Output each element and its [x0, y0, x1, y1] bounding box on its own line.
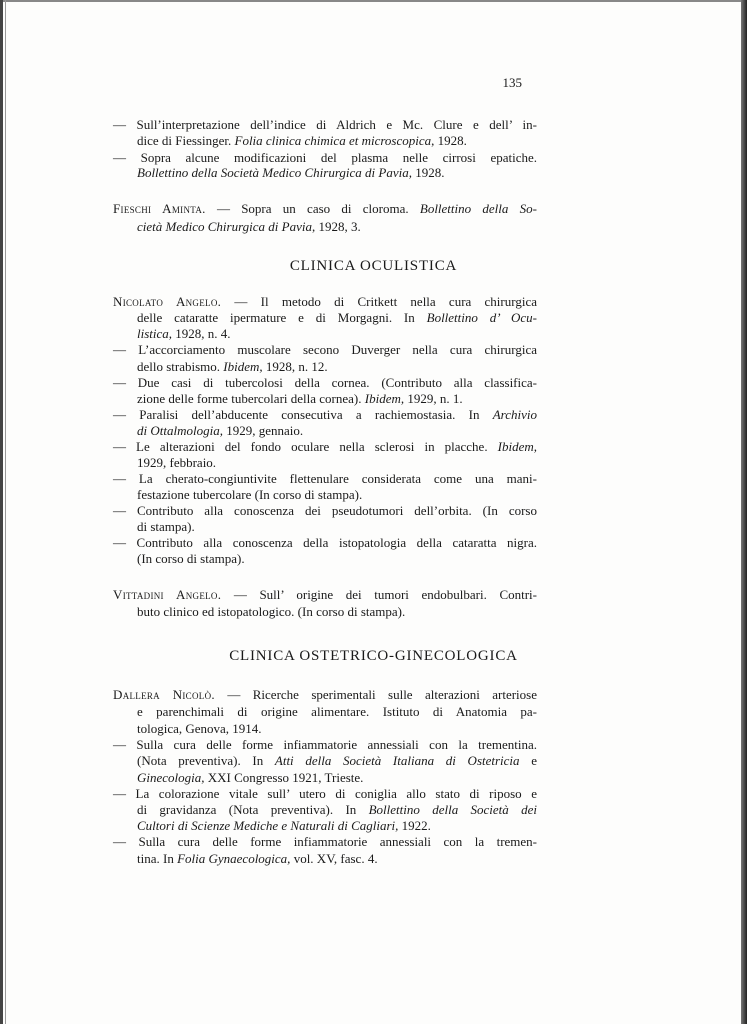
text-segment: , 1928.	[431, 133, 467, 148]
text-segment: — Il metodo di Critkett nella cura chirurgica	[221, 294, 537, 309]
text-segment: — Sull’ origine dei tumori endobulbari. Contri-	[221, 587, 537, 602]
author-name: Vittadini Angelo.	[113, 587, 222, 602]
italic-citation: Archivio	[492, 407, 537, 422]
italic-citation: Bollettino d’ Ocu-	[426, 310, 537, 325]
text-line	[137, 133, 467, 148]
text-segment: 1928, n. 4.	[172, 326, 231, 341]
text-segment: vol. XV, fasc. 4.	[290, 851, 378, 866]
italic-citation: cietà Medico Chirurgica di Pavia	[137, 219, 312, 234]
text-line	[137, 326, 231, 341]
text-segment: delle cataratte ipermature e di Morgagni. In	[137, 310, 427, 325]
text-segment: — Sopra un caso di cloroma.	[205, 201, 420, 216]
text-segment: — Paralisi dell’abducente consecutiva a rachiemostasia. In	[113, 407, 493, 422]
text-segment: — Contributo alla conoscenza dei pseudotumori dell’orbita. (In corso	[113, 503, 537, 518]
text-segment: 1928.	[412, 165, 445, 180]
text-line	[137, 770, 363, 785]
italic-citation: Cultori di Scienze Mediche e Naturali di Cagliari,	[137, 818, 399, 833]
text-segment: — Sull’interpretazione dell’indice di Aldrich e Mc. Clure e dell’ in-	[113, 117, 537, 132]
italic-citation: Ibidem,	[364, 391, 405, 406]
italic-citation: Bollettino della So-	[419, 201, 537, 216]
text-line	[113, 407, 537, 422]
text-line	[113, 375, 537, 390]
text-line	[137, 818, 431, 833]
text-segment: — Due casi di tubercolosi della cornea. (Contributo alla classifica-	[113, 375, 537, 390]
text-segment: di gravidanza (Nota preventiva). In	[137, 802, 369, 817]
text-line	[113, 535, 537, 550]
text-segment: tologica, Genova, 1914.	[137, 721, 262, 736]
text-line	[137, 704, 537, 719]
text-line	[137, 310, 537, 325]
text-line	[113, 150, 537, 165]
text-segment: — La colorazione vitale sull’ utero di coniglia allo stato di riposo e	[113, 786, 537, 801]
text-segment: festazione tubercolare (In corso di stampa).	[137, 487, 363, 502]
text-line	[137, 219, 361, 234]
text-line	[137, 551, 245, 566]
text-line	[137, 391, 463, 406]
text-segment: di stampa).	[137, 519, 195, 534]
text-segment: — Sulla cura delle forme infiammatorie annessiali con la tremen-	[113, 834, 537, 849]
text-segment: , 1928, 3.	[311, 219, 361, 234]
text-line	[137, 604, 405, 619]
text-segment: XXI Congresso 1921, Trieste.	[204, 770, 364, 785]
scan-edge-top	[0, 0, 747, 2]
text-segment: (In corso di stampa).	[137, 551, 245, 566]
text-line	[113, 737, 537, 752]
text-segment: e parenchimali di origine alimentare. Istituto di Anatomia pa-	[137, 704, 537, 719]
text-segment: dice di Fiessinger.	[137, 133, 235, 148]
text-segment: buto clinico ed istopatologico. (In corso di stampa).	[137, 604, 406, 619]
scan-edge-left-line	[5, 0, 6, 1024]
italic-citation: Bollettino della Società Medico Chirurgica di Pavia,	[137, 165, 412, 180]
text-segment: 1928, n. 12.	[262, 359, 328, 374]
text-segment: 1929, n. 1.	[404, 391, 463, 406]
text-segment: 1929, gennaio.	[222, 423, 304, 438]
author-name: Dallera Nicolò.	[113, 687, 215, 702]
section-heading-oculistica: CLINICA OCULISTICA	[289, 258, 458, 274]
text-segment: — Sulla cura delle forme infiammatorie annessiali con la trementina.	[113, 737, 537, 752]
text-segment: tina. In	[137, 851, 178, 866]
text-line	[137, 721, 262, 736]
italic-citation: Folia Gynaecologica,	[177, 851, 291, 866]
text-line	[113, 834, 537, 849]
text-line	[113, 503, 537, 518]
text-line	[113, 471, 537, 486]
text-line	[137, 165, 445, 180]
text-line	[137, 359, 328, 374]
text-segment: — L’accorciamento muscolare secono Duverger nella cura chirurgica	[113, 342, 537, 357]
author-name: Nicolato Angelo.	[113, 294, 222, 309]
author-name: Fieschi Aminta.	[113, 201, 206, 216]
text-segment: 1929, febbraio.	[137, 455, 217, 470]
italic-citation: Ibidem,	[223, 359, 263, 374]
text-line	[113, 587, 537, 602]
italic-citation: Bollettino della Società dei	[368, 802, 537, 817]
text-segment: — Ricerche sperimentali sulle alterazioni arteriose	[214, 687, 537, 702]
italic-citation: listica,	[137, 326, 173, 341]
text-line	[113, 294, 537, 309]
scan-edge-left	[0, 0, 3, 1024]
text-segment: e	[519, 753, 537, 768]
text-segment: — La cherato-congiuntivite flettenulare considerata come una mani-	[113, 471, 537, 486]
section-heading-ostetrico-ginecologica: CLINICA OSTETRICO-GINECOLOGICA	[229, 648, 518, 664]
text-line	[113, 342, 537, 357]
text-line	[113, 117, 537, 132]
scan-edge-right	[741, 0, 747, 1024]
text-line	[137, 487, 362, 502]
text-line	[137, 455, 216, 470]
text-line	[113, 201, 537, 216]
page-number: 135	[502, 75, 522, 90]
text-line	[137, 519, 195, 534]
text-line	[137, 851, 378, 866]
text-segment: — Contributo alla conoscenza della istopatologia della cataratta nigra.	[113, 535, 537, 550]
italic-citation: Atti della Società Italiana di Ostetricia	[274, 753, 520, 768]
text-line	[137, 802, 537, 817]
text-line	[113, 439, 537, 454]
italic-citation: Ginecologia,	[137, 770, 205, 785]
text-segment: (Nota preventiva). In	[137, 753, 275, 768]
text-line	[113, 786, 537, 801]
text-line	[137, 423, 303, 438]
text-segment: — Sopra alcune modificazioni del plasma nelle cirrosi epatiche.	[113, 150, 537, 165]
italic-citation: Ibidem,	[497, 439, 537, 454]
text-segment: — Le alterazioni del fondo oculare nella sclerosi in placche.	[113, 439, 498, 454]
italic-citation: Folia clinica chimica et microscopica	[234, 133, 432, 148]
text-segment: zione delle forme tubercolari della cornea).	[137, 391, 365, 406]
text-line	[137, 753, 537, 768]
text-segment: dello strabismo.	[137, 359, 224, 374]
text-line	[113, 687, 537, 702]
text-segment: 1922.	[398, 818, 431, 833]
italic-citation: di Ottalmologia,	[137, 423, 223, 438]
